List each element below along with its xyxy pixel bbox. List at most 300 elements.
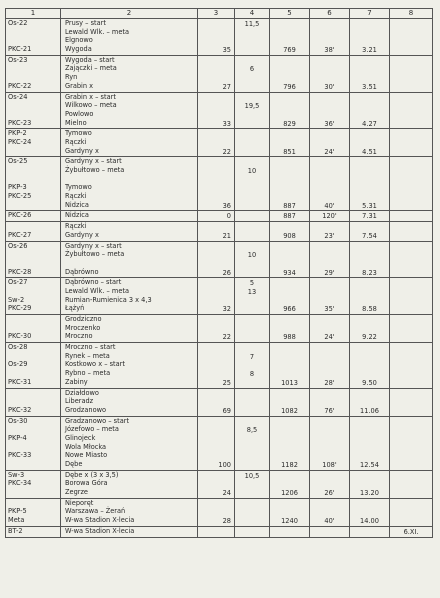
cumulative-km-cell: 988 [270, 315, 310, 343]
special-stage-km-cell-line [237, 398, 267, 407]
location-cell-line: Rynek – meta [65, 351, 110, 360]
location-cell [61, 343, 198, 388]
special-stage-km-cell-line [237, 316, 267, 325]
location-cell [61, 157, 198, 211]
special-stage-km-cell [235, 157, 270, 211]
location-cell [61, 470, 198, 498]
clock-cell: 9.50 [350, 343, 390, 388]
stage-code-cell [6, 343, 61, 388]
header-col-6: 6 [310, 9, 350, 19]
special-stage-km-cell-line [237, 269, 267, 278]
time-cell: 35' [310, 278, 350, 315]
time-cell: 28' [310, 343, 350, 388]
location-cell-line: Zajączki – meta [65, 64, 117, 73]
table-row [6, 241, 433, 278]
location-cell-line: Dębe x (3 x 3,5) [65, 470, 119, 479]
special-stage-km-cell-line [237, 120, 267, 129]
special-stage-km-cell-line: 10,5 [244, 471, 260, 480]
location-cell-line: W-wa Stadion X-lecia [65, 516, 135, 525]
special-stage-km-cell-line [237, 452, 267, 461]
distance-cell: 21 [198, 222, 235, 241]
time-cell: 24' [310, 315, 350, 343]
special-stage-km-cell [235, 278, 270, 315]
location-cell-line: Wygoda [65, 45, 92, 54]
table-row [6, 19, 433, 56]
special-stage-km-cell [235, 315, 270, 343]
time-cell: 40' [310, 498, 350, 526]
location-cell-line: Grodzanowo [65, 405, 107, 414]
location-cell-line: Dębe [65, 460, 83, 468]
special-stage-km-cell-line [237, 305, 267, 314]
cumulative-km-cell: 851 [270, 129, 310, 157]
cumulative-km-cell: 796 [270, 55, 310, 92]
special-stage-km-cell-line [237, 130, 267, 139]
distance-cell: 100 [198, 416, 235, 470]
special-stage-km-cell-line [237, 444, 267, 453]
special-stage-km-cell-line [237, 74, 267, 83]
stage-code-cell [6, 416, 61, 470]
cumulative-km-cell: 966 [270, 278, 310, 315]
location-cell-line: Borowa Góra [65, 479, 108, 488]
table-row [6, 222, 433, 241]
cumulative-km-cell: 934 [270, 241, 310, 278]
special-stage-km-cell-line: 10 [247, 167, 257, 175]
special-stage-km-cell [235, 19, 270, 56]
special-stage-km-cell-line [237, 243, 267, 252]
time-cell: 36' [310, 92, 350, 129]
stage-code-cell-line [8, 352, 58, 361]
stage-code-cell [6, 55, 61, 92]
location-cell-line: Lewald Wlk. – meta [65, 286, 130, 295]
stage-code-cell-line: PKC-30 [8, 332, 32, 341]
stage-code-cell-line [8, 147, 58, 156]
special-stage-km-cell-line [237, 333, 267, 342]
special-stage-km-cell-line [237, 212, 267, 221]
location-cell-line: Gardyny x – start [65, 241, 122, 250]
stage-code-cell-line: Os-27 [8, 278, 28, 287]
stage-code-cell-line [8, 73, 58, 82]
stage-code-cell [6, 278, 61, 315]
distance-cell: 22 [198, 315, 235, 343]
stage-code-cell-line [8, 175, 58, 184]
header-col-7: 7 [350, 9, 390, 19]
special-stage-km-cell [235, 92, 270, 129]
cumulative-km-cell: 1013 [270, 343, 310, 388]
stage-code-cell-line: Os-23 [8, 55, 28, 64]
stage-code-cell-line: Sw-3 [8, 470, 25, 479]
stage-code-cell-line: PKC-21 [8, 45, 32, 54]
cumulative-km-cell: 769 [270, 19, 310, 56]
special-stage-km-cell-line [237, 480, 267, 489]
time-cell: 23' [310, 222, 350, 241]
stage-code-cell-line: PKP-3 [8, 183, 27, 192]
header-row [6, 9, 433, 19]
location-cell-line: Grabin x [65, 81, 94, 90]
header-col-1: 1 [6, 9, 61, 19]
stage-code-cell-line: PKC-34 [8, 479, 32, 488]
cumulative-km-cell: 1206 [270, 470, 310, 498]
special-stage-km-cell-line [237, 500, 267, 509]
stage-code-cell-line [8, 488, 58, 497]
stage-code-cell-line: PKC-27 [8, 230, 32, 239]
location-cell-line: Żybułtowo – meta [65, 250, 125, 259]
special-stage-km-cell-line [237, 57, 267, 66]
special-stage-km-cell-line [237, 418, 267, 427]
location-cell-line: Działdowo [65, 388, 99, 397]
time-cell: 30' [310, 55, 350, 92]
stage-code-cell-line: Os-28 [8, 343, 28, 352]
special-stage-km-cell-line [237, 508, 267, 517]
special-stage-km-cell-line [237, 461, 267, 470]
special-stage-km-cell-line [237, 37, 267, 46]
special-stage-km-cell-line [237, 344, 267, 353]
special-stage-km-cell-line [237, 202, 267, 211]
date-cell [390, 278, 433, 315]
clock-cell: 4.27 [350, 92, 390, 129]
stage-code-cell-line: Os-24 [8, 92, 28, 101]
cumulative-km-cell: 887 [270, 157, 310, 211]
stage-code-cell-line: PKC-23 [8, 118, 32, 127]
table-row [6, 92, 433, 129]
stage-code-cell-line [8, 324, 58, 333]
location-cell [61, 278, 198, 315]
location-cell-line: Mroczno [65, 332, 93, 341]
location-cell-line: Dąbrówno [65, 267, 99, 276]
stage-code-cell [6, 19, 61, 56]
cumulative-km-cell: 829 [270, 92, 310, 129]
route-table [5, 8, 433, 538]
special-stage-km-cell-line: 10 [247, 251, 257, 260]
special-stage-km-cell-line: 8,5 [246, 426, 258, 435]
special-stage-km-cell-line [237, 435, 267, 444]
special-stage-km-cell [235, 55, 270, 92]
stage-code-cell-line: PKC-28 [8, 267, 32, 276]
stage-code-cell [6, 211, 61, 222]
location-cell-line: Kostkowo x – start [65, 360, 125, 369]
header-col-2: 2 [61, 9, 198, 19]
date-cell [390, 129, 433, 157]
header-col-4: 4 [235, 9, 270, 19]
table-row [6, 278, 433, 315]
table-row [6, 129, 433, 157]
distance-cell: 0 [198, 211, 235, 222]
time-cell: 26' [310, 470, 350, 498]
stage-code-cell [6, 388, 61, 416]
date-cell [390, 157, 433, 211]
date-cell [390, 211, 433, 222]
date-cell [390, 55, 433, 92]
special-stage-km-cell-line [237, 390, 267, 399]
location-cell-line: Nidzica [65, 200, 89, 209]
table-row [6, 416, 433, 470]
stage-code-cell-line [8, 101, 58, 110]
location-cell-line: Nowe Miasto [65, 451, 108, 460]
special-stage-km-cell-line: 19,5 [244, 102, 260, 111]
clock-cell: 9.22 [350, 315, 390, 343]
stage-code-cell-line: PKC-31 [8, 377, 32, 386]
clock-cell: 7.54 [350, 222, 390, 241]
time-cell: 120' [310, 211, 350, 222]
distance-cell: 36 [198, 157, 235, 211]
stage-code-cell-line: Sw-2 [8, 295, 25, 304]
stage-code-cell-line: Os-30 [8, 416, 28, 425]
location-cell-line: Grodziczno [65, 315, 102, 323]
distance-cell: 24 [198, 470, 235, 498]
special-stage-km-cell-line [237, 325, 267, 334]
location-cell [61, 315, 198, 343]
stage-code-cell [6, 222, 61, 241]
special-stage-km-cell-line: 11,5 [244, 20, 260, 28]
special-stage-km-cell-line: 8 [249, 370, 255, 379]
stage-code-cell-line [8, 499, 58, 508]
cumulative-km-cell: 887 [270, 211, 310, 222]
time-cell: 40' [310, 157, 350, 211]
date-cell [390, 416, 433, 470]
date-cell [390, 92, 433, 129]
distance-cell: 28 [198, 498, 235, 526]
stage-code-cell-line [8, 369, 58, 378]
table-row [6, 498, 433, 526]
special-stage-km-cell [235, 343, 270, 388]
location-cell-line: Łążyń [65, 304, 85, 313]
location-cell [61, 388, 198, 416]
stage-code-cell-line [8, 36, 58, 45]
table-row [6, 157, 433, 211]
clock-cell: 5.31 [350, 157, 390, 211]
date-cell: 6.XI. [390, 526, 433, 537]
distance-cell: 26 [198, 241, 235, 278]
location-cell-line: Rybno – meta [65, 369, 111, 378]
special-stage-km-cell-line [237, 148, 267, 157]
special-stage-km-cell [235, 129, 270, 157]
special-stage-km-cell [235, 416, 270, 470]
table-row [6, 315, 433, 343]
cumulative-km-cell: 1182 [270, 416, 310, 470]
location-cell [61, 498, 198, 526]
clock-cell: 4.51 [350, 129, 390, 157]
location-cell-line: Wola Młocka [65, 442, 107, 451]
clock-cell: 11.06 [350, 388, 390, 416]
location-cell-line: Dąbrówno – start [65, 278, 122, 287]
cumulative-km-cell [270, 526, 310, 537]
stage-code-cell-line: BT-2 [8, 526, 23, 535]
special-stage-km-cell [235, 211, 270, 222]
special-stage-km-cell-line [237, 379, 267, 388]
special-stage-km-cell-line [237, 361, 267, 370]
distance-cell: 22 [198, 129, 235, 157]
stage-code-cell [6, 498, 61, 526]
cumulative-km-cell: 908 [270, 222, 310, 241]
location-cell-line: Rączki [65, 137, 87, 146]
time-cell: 76' [310, 388, 350, 416]
location-cell [61, 55, 198, 92]
location-cell-line: Warszawa – Żerań [65, 507, 126, 516]
stage-code-cell-line [8, 28, 58, 37]
time-cell: 29' [310, 241, 350, 278]
header-col-5: 5 [270, 9, 310, 19]
special-stage-km-cell-line [237, 223, 267, 232]
location-cell [61, 416, 198, 470]
location-cell-line: Powlowo [65, 109, 94, 118]
location-cell-line [65, 175, 195, 184]
stage-code-cell [6, 157, 61, 211]
stage-code-cell-line: Os-26 [8, 241, 28, 250]
cumulative-km-cell: 1082 [270, 388, 310, 416]
clock-cell: 3.21 [350, 19, 390, 56]
table-row [6, 388, 433, 416]
location-cell-line: Józefowo – meta [65, 425, 119, 434]
date-cell [390, 470, 433, 498]
date-cell [390, 241, 433, 278]
location-cell-line: Mroczenko [65, 323, 101, 332]
location-cell-line: Żybułtowo – meta [65, 166, 125, 174]
header-col-8: 8 [390, 9, 433, 19]
special-stage-km-cell-line [237, 489, 267, 498]
location-cell-line: Zabiny [65, 377, 88, 386]
location-cell-line [65, 259, 195, 268]
stage-code-cell-line [8, 64, 58, 73]
stage-code-cell [6, 526, 61, 537]
clock-cell: 13.20 [350, 470, 390, 498]
clock-cell: 8.58 [350, 278, 390, 315]
special-stage-km-cell-line [237, 260, 267, 269]
stage-code-cell-line: Os-22 [8, 19, 28, 27]
location-cell-line: W-wa Stadion X-lecia [65, 526, 135, 535]
stage-code-cell [6, 92, 61, 129]
location-cell [61, 92, 198, 129]
location-cell-line: Zegrze [65, 488, 88, 497]
distance-cell: 35 [198, 19, 235, 56]
special-stage-km-cell-line [237, 158, 267, 167]
location-cell-line: Lewald Wlk. – meta [65, 27, 130, 36]
special-stage-km-cell-line [237, 94, 267, 103]
stage-code-cell-line: PKC-32 [8, 405, 32, 414]
location-cell-line: Gardyny x [65, 146, 99, 155]
stage-code-cell-line [8, 250, 58, 259]
location-cell-line: Nidzica [65, 211, 89, 220]
special-stage-km-cell-line [237, 46, 267, 55]
stage-code-cell-line [8, 425, 58, 434]
time-cell: 108' [310, 416, 350, 470]
location-cell [61, 129, 198, 157]
header-col-3: 3 [198, 9, 235, 19]
clock-cell: 8.23 [350, 241, 390, 278]
special-stage-km-cell-line [237, 517, 267, 526]
stage-code-cell-line [8, 201, 58, 210]
stage-code-cell [6, 241, 61, 278]
stage-code-cell-line: PKC-25 [8, 192, 32, 201]
special-stage-km-cell-line [237, 193, 267, 202]
location-cell-line: Gradzanowo – start [65, 416, 130, 425]
stage-code-cell-line: PKP-2 [8, 129, 27, 138]
location-cell-line: Nieporęt [65, 498, 94, 507]
location-cell-line: Rączki [65, 222, 87, 231]
stage-code-cell-line: Os-25 [8, 157, 28, 166]
special-stage-km-cell [235, 526, 270, 537]
stage-code-cell-line: PKP-5 [8, 507, 27, 516]
special-stage-km-cell-line [237, 528, 267, 537]
stage-code-cell-line [8, 259, 58, 268]
special-stage-km-cell-line: 5 [249, 279, 255, 288]
cumulative-km-cell: 1240 [270, 498, 310, 526]
location-cell-line: Glinojeck [65, 433, 96, 442]
time-cell: 24' [310, 129, 350, 157]
special-stage-km-cell-line [237, 29, 267, 38]
location-cell-line: Gardyny x – start [65, 157, 122, 166]
date-cell [390, 388, 433, 416]
stage-code-cell [6, 129, 61, 157]
date-cell [390, 315, 433, 343]
location-cell [61, 211, 198, 222]
stage-code-cell [6, 315, 61, 343]
stage-code-cell-line [8, 443, 58, 452]
date-cell [390, 343, 433, 388]
timetable-page [5, 8, 435, 538]
special-stage-km-cell [235, 241, 270, 278]
location-cell-line: Mroczno – start [65, 343, 116, 352]
table-row [6, 211, 433, 222]
table-row [6, 343, 433, 388]
location-cell-line: Elgnowo [65, 36, 93, 45]
special-stage-km-cell-line [237, 83, 267, 92]
clock-cell: 3.51 [350, 55, 390, 92]
stage-code-cell-line: PKC-33 [8, 451, 32, 460]
special-stage-km-cell-line [237, 297, 267, 306]
clock-cell: 7.31 [350, 211, 390, 222]
date-cell [390, 498, 433, 526]
location-cell-line: Wilkowo – meta [65, 101, 117, 110]
distance-cell: 69 [198, 388, 235, 416]
stage-code-cell-line [8, 287, 58, 296]
table-row [6, 55, 433, 92]
stage-code-cell [6, 470, 61, 498]
time-cell [310, 526, 350, 537]
location-cell-line: Grabin x – start [65, 92, 116, 101]
stage-code-cell-line: PKC-29 [8, 304, 32, 313]
stage-code-cell-line [8, 222, 58, 231]
special-stage-km-cell-line [237, 407, 267, 416]
clock-cell: 12.54 [350, 416, 390, 470]
location-cell-line: Wygoda – start [65, 55, 115, 64]
distance-cell [198, 526, 235, 537]
location-cell-line: Liberadz [65, 397, 94, 406]
special-stage-km-cell-line [237, 184, 267, 193]
stage-code-cell-line [8, 166, 58, 175]
location-cell-line: Ryn [65, 73, 78, 82]
table-body [6, 19, 433, 538]
date-cell [390, 222, 433, 241]
stage-code-cell-line: Meta [8, 516, 25, 525]
location-cell-line: Tymowo [65, 129, 92, 138]
location-cell [61, 19, 198, 56]
distance-cell: 32 [198, 278, 235, 315]
date-cell [390, 19, 433, 56]
location-cell-line: Rumian-Rumienica 3 x 4,3 [65, 295, 152, 304]
stage-code-cell-line [8, 315, 58, 324]
location-cell-line: Rączki [65, 192, 87, 201]
special-stage-km-cell-line [237, 139, 267, 148]
location-cell [61, 222, 198, 241]
stage-code-cell-line: Os-29 [8, 360, 28, 369]
stage-code-cell-line: PKP-4 [8, 433, 27, 442]
table-row [6, 470, 433, 498]
special-stage-km-cell-line [237, 176, 267, 185]
stage-code-cell-line: PKC-24 [8, 137, 32, 146]
special-stage-km-cell [235, 470, 270, 498]
special-stage-km-cell [235, 498, 270, 526]
location-cell [61, 526, 198, 537]
special-stage-km-cell [235, 222, 270, 241]
